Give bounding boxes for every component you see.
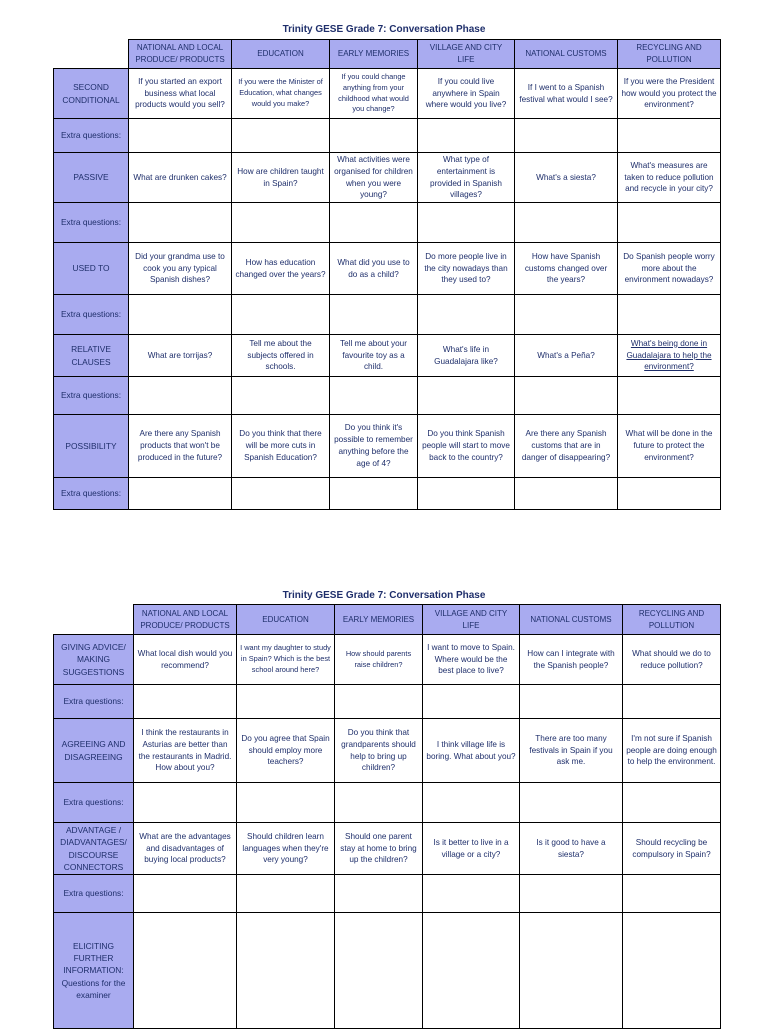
table-row [54,635,721,685]
question-cell: What should we do to reduce pollution? [623,635,721,685]
row-label: ELICITING FURTHER INFORMATION: Questions for the examiner [54,913,134,1029]
answer-cell [134,685,237,719]
question-cell: Do you think that grandparents should help to bring up children? [335,719,423,783]
column-header: NATIONAL CUSTOMS [520,605,623,635]
answer-cell [129,295,232,335]
question-cell: There are too many festivals in Spain if you ask me. [520,719,623,783]
answer-cell [618,203,721,243]
question-cell: Do you think that there will be more cuts in Spanish Education? [232,415,330,478]
question-cell: How can I integrate with the Spanish people? [520,635,623,685]
question-cell: What local dish would you recommend? [134,635,237,685]
answer-cell [423,913,520,1029]
question-cell: Should recycling be compulsory in Spain? [623,823,721,875]
table-row [54,295,721,335]
question-cell: What activities were organised for children when you were young? [330,153,418,203]
table-row [54,119,721,153]
answer-cell [134,783,237,823]
question-cell: If you were the President how would you protect the environment? [618,69,721,119]
question-cell: If I went to a Spanish festival what would I see? [515,69,618,119]
answer-cell [423,875,520,913]
column-header: EARLY MEMORIES [335,605,423,635]
row-label: SECOND CONDITIONAL [54,69,129,119]
answer-cell [237,783,335,823]
answer-cell [129,377,232,415]
column-header: EDUCATION [232,40,330,69]
question-cell: How has education changed over the years? [232,243,330,295]
answer-cell [520,783,623,823]
question-cell: Tell me about your favourite toy as a child. [330,335,418,377]
question-cell: How are children taught in Spain? [232,153,330,203]
table-row [54,153,721,203]
answer-cell [237,875,335,913]
answer-cell [520,913,623,1029]
answer-cell [520,685,623,719]
answer-cell [232,478,330,510]
row-label: Extra questions: [54,478,129,510]
question-cell: What's measures are taken to reduce pollution and recycle in your city? [618,153,721,203]
question-cell: I want to move to Spain. Where would be the best place to live? [423,635,520,685]
answer-cell [232,377,330,415]
answer-cell [335,913,423,1029]
question-cell: How have Spanish customs changed over the years? [515,243,618,295]
table-row [54,415,721,478]
question-cell: Do more people live in the city nowadays than they used to? [418,243,515,295]
table-row [54,203,721,243]
answer-cell [129,478,232,510]
answer-cell [335,685,423,719]
question-cell: If you could live anywhere in Spain where would you live? [418,69,515,119]
row-label: POSSIBILITY [54,415,129,478]
question-cell: What will be done in the future to protect the environment? [618,415,721,478]
table-row [54,377,721,415]
row-label: Extra questions: [54,203,129,243]
answer-cell [515,377,618,415]
question-cell: Do you agree that Spain should employ more teachers? [237,719,335,783]
answer-cell [618,295,721,335]
answer-cell [423,685,520,719]
question-cell: What's a Peña? [515,335,618,377]
table-row [54,69,721,119]
question-cell: What are torrijas? [129,335,232,377]
answer-cell [623,913,721,1029]
column-header: NATIONAL CUSTOMS [515,40,618,69]
question-cell: What are drunken cakes? [129,153,232,203]
section1-title: Trinity GESE Grade 7: Conversation Phase [282,24,486,35]
question-cell: Tell me about the subjects offered in schools. [232,335,330,377]
answer-cell [423,783,520,823]
question-cell: Do you think it's possible to remember anything before the age of 4? [330,415,418,478]
table-row [54,335,721,377]
answer-cell [418,377,515,415]
corner-cell [54,40,129,69]
question-cell: What's a siesta? [515,153,618,203]
answer-cell [237,913,335,1029]
question-cell: What are the advantages and disadvantages of buying local products? [134,823,237,875]
row-label: USED TO [54,243,129,295]
table-row [54,875,721,913]
answer-cell [330,295,418,335]
answer-cell [237,685,335,719]
answer-cell [515,119,618,153]
row-label: ADVANTAGE / DIADVANTAGES/ DISCOURSE CONNECTORS [54,823,134,875]
answer-cell [335,875,423,913]
answer-cell [134,875,237,913]
question-cell: What did you use to do as a child? [330,243,418,295]
table-row [54,685,721,719]
answer-cell [623,875,721,913]
answer-cell [618,478,721,510]
question-cell: Do Spanish people worry more about the environment nowadays? [618,243,721,295]
corner-cell [54,605,134,635]
question-cell: I think the restaurants in Asturias are better than the restaurants in Madrid. How about you? [134,719,237,783]
conversation-table-1 [53,39,721,510]
table-row [54,783,721,823]
question-cell: I'm not sure if Spanish people are doing enough to help the environment. [623,719,721,783]
row-label: GIVING ADVICE/ MAKING SUGGESTIONS [54,635,134,685]
column-header: NATIONAL AND LOCAL PRODUCE/ PRODUCTS [129,40,232,69]
column-header: NATIONAL AND LOCAL PRODUCE/ PRODUCTS [134,605,237,635]
question-cell: Is it good to have a siesta? [520,823,623,875]
row-label: PASSIVE [54,153,129,203]
question-cell: If you were the Minister of Education, what changes would you make? [232,69,330,119]
column-header: RECYCLING AND POLLUTION [623,605,721,635]
question-cell: Are there any Spanish products that won't be produced in the future? [129,415,232,478]
answer-cell [129,203,232,243]
question-cell: Are there any Spanish customs that are in danger of disappearing? [515,415,618,478]
column-header: RECYCLING AND POLLUTION [618,40,721,69]
column-header: EDUCATION [237,605,335,635]
row-label: Extra questions: [54,875,134,913]
question-cell: Should children learn languages when they're very young? [237,823,335,875]
question-cell: If you could change anything from your childhood what would you change? [330,69,418,119]
answer-cell [330,119,418,153]
question-cell: Did your grandma use to cook you any typical Spanish dishes? [129,243,232,295]
question-cell: If you started an export business what local products would you sell? [129,69,232,119]
row-label: Extra questions: [54,119,129,153]
column-header: VILLAGE AND CITY LIFE [418,40,515,69]
table-row [54,243,721,295]
row-label: Extra questions: [54,685,134,719]
conversation-table-2 [53,604,721,1029]
row-label: Extra questions: [54,377,129,415]
question-cell: I think village life is boring. What about you? [423,719,520,783]
answer-cell [134,913,237,1029]
row-label: RELATIVE CLAUSES [54,335,129,377]
answer-cell [418,203,515,243]
table-row [54,913,721,1029]
table-row [54,478,721,510]
question-cell: How should parents raise children? [335,635,423,685]
answer-cell [618,377,721,415]
question-cell: What's being done in Guadalajara to help the environment? [618,335,721,377]
answer-cell [330,478,418,510]
table-row [54,823,721,875]
question-cell: I want my daughter to study in Spain? Which is the best school around here? [237,635,335,685]
column-header: EARLY MEMORIES [330,40,418,69]
answer-cell [129,119,232,153]
row-label: AGREEING AND DISAGREEING [54,719,134,783]
answer-cell [418,119,515,153]
question-cell: What's life in Guadalajara like? [418,335,515,377]
answer-cell [418,478,515,510]
column-header: VILLAGE AND CITY LIFE [423,605,520,635]
answer-cell [520,875,623,913]
answer-cell [232,119,330,153]
answer-cell [623,783,721,823]
question-cell: Is it better to live in a village or a city? [423,823,520,875]
answer-cell [335,783,423,823]
row-label: Extra questions: [54,295,129,335]
answer-cell [418,295,515,335]
answer-cell [330,377,418,415]
section2-title: Trinity GESE Grade 7: Conversation Phase [282,590,486,601]
answer-cell [515,203,618,243]
answer-cell [232,203,330,243]
answer-cell [618,119,721,153]
answer-cell [330,203,418,243]
table-row [54,719,721,783]
question-cell: Do you think Spanish people will start to move back to the country? [418,415,515,478]
row-label: Extra questions: [54,783,134,823]
question-cell: What type of entertainment is provided in Spanish villages? [418,153,515,203]
answer-cell [623,685,721,719]
question-cell: Should one parent stay at home to bring up the children? [335,823,423,875]
answer-cell [232,295,330,335]
answer-cell [515,478,618,510]
answer-cell [515,295,618,335]
